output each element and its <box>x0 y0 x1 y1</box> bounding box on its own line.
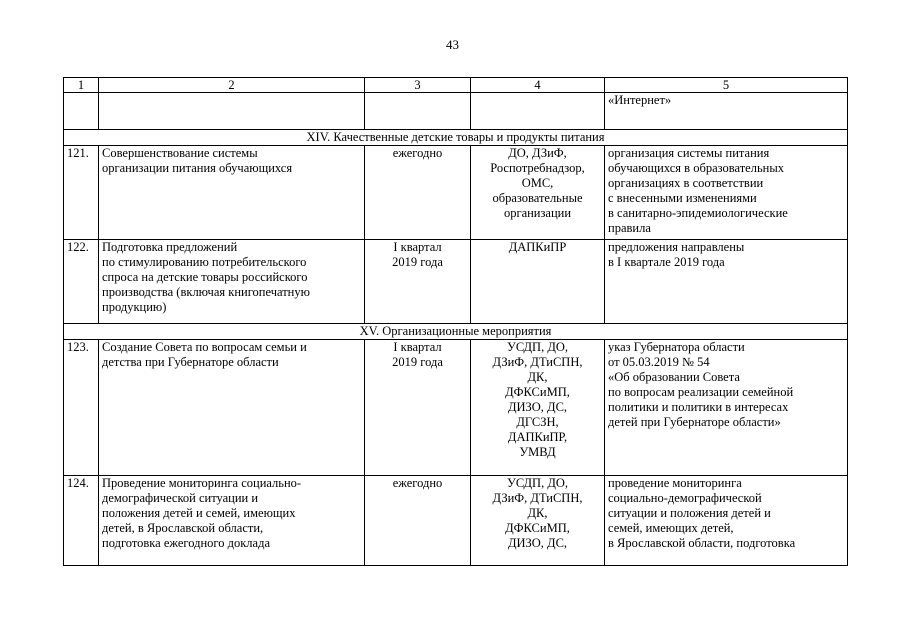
result-cell: указ Губернатора области от 05.03.2019 № 54 «Об образовании Совета по вопросам реализации семейной политики и политики в интересах детей при Губернаторе области» <box>605 340 848 476</box>
action-cell: Проведение мониторинга социально- демографической ситуации и положения детей и семей, имеющих детей, в Ярославской области, подготовка ежегодного доклада <box>99 476 365 566</box>
executor-cell: ДО, ДЗиФ, Роспотребнадзор, ОМС, образовательные организации <box>471 146 605 240</box>
table-row <box>64 146 848 240</box>
result-cell: «Интернет» <box>605 93 848 130</box>
section-title: XIV. Качественные детские товары и продукты питания <box>64 130 848 146</box>
column-number: 1 <box>64 78 99 93</box>
executor-cell: УСДП, ДО, ДЗиФ, ДТиСПН, ДК, ДФКСиМП, ДИЗО, ДС, ДГСЗН, ДАПКиПР, УМВД <box>471 340 605 476</box>
page-number: 43 <box>446 37 459 52</box>
table-row <box>64 340 848 476</box>
result-cell: предложения направлены в I квартале 2019 года <box>605 240 848 324</box>
plan-table <box>63 77 848 566</box>
action-cell: Подготовка предложений по стимулированию потребительского спроса на детские товары российского производства (включая книгопечатную продукцию) <box>99 240 365 324</box>
section-row <box>64 130 848 146</box>
row-number: 121. <box>64 146 99 240</box>
term-cell: I квартал 2019 года <box>365 340 471 476</box>
result-cell: организация системы питания обучающихся в образовательных организациях в соответствии с внесенными изменениями в санитарно-эпидемиологические правила <box>605 146 848 240</box>
section-row <box>64 324 848 340</box>
action-cell: Создание Совета по вопросам семьи и детства при Губернаторе области <box>99 340 365 476</box>
executor-cell: ДАПКиПР <box>471 240 605 324</box>
term-cell: ежегодно <box>365 146 471 240</box>
table-row <box>64 240 848 324</box>
column-number: 4 <box>471 78 605 93</box>
table-row <box>64 476 848 566</box>
action-cell: Совершенствование системы организации питания обучающихся <box>99 146 365 240</box>
column-number: 5 <box>605 78 848 93</box>
continuation-row <box>64 93 848 130</box>
result-cell: проведение мониторинга социально-демографической ситуации и положения детей и семей, имеющих детей, в Ярославской области, подготовка <box>605 476 848 566</box>
column-number-row <box>64 78 848 93</box>
row-number: 124. <box>64 476 99 566</box>
executor-cell: УСДП, ДО, ДЗиФ, ДТиСПН, ДК, ДФКСиМП, ДИЗО, ДС, <box>471 476 605 566</box>
section-title: XV. Организационные мероприятия <box>64 324 848 340</box>
term-cell: ежегодно <box>365 476 471 566</box>
term-cell: I квартал 2019 года <box>365 240 471 324</box>
row-number: 122. <box>64 240 99 324</box>
row-number: 123. <box>64 340 99 476</box>
column-number: 2 <box>99 78 365 93</box>
column-number: 3 <box>365 78 471 93</box>
